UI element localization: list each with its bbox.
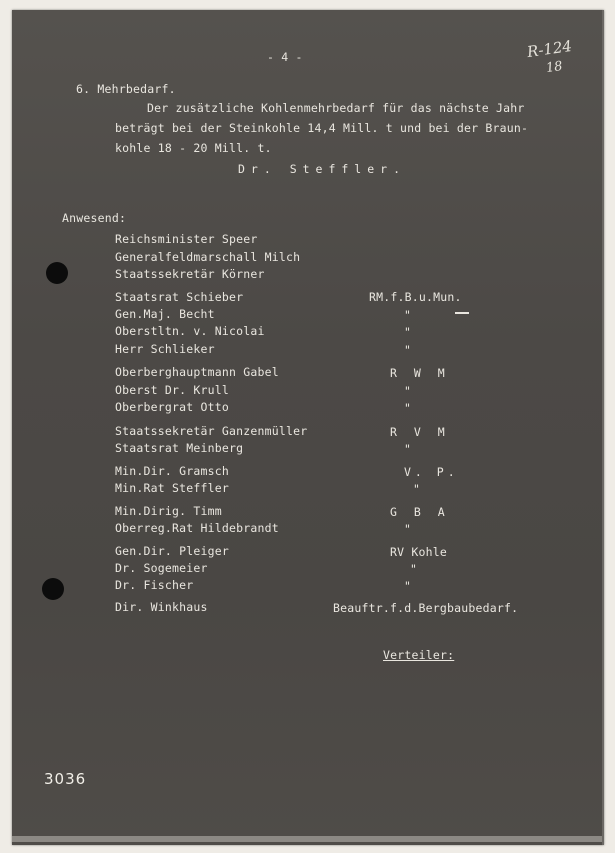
attendee-org: RM.f.B.u.Mun. [369,290,462,304]
distribution-label: Verteiler: [383,648,455,662]
attendee-name: Oberstltn. v. Nicolai [115,324,265,338]
attendee-name: Min.Rat Steffler [115,481,229,495]
attendee-name: Dr. Sogemeier [115,561,208,575]
section-line: beträgt bei der Steinkohle 14,4 Mill. t und bei der Braun- [115,121,529,135]
attendee-org: " [404,308,412,322]
attendee-org: " [404,579,412,593]
attendee-name: Dr. Fischer [115,578,194,592]
attendee-org: " [404,522,412,536]
punch-hole-icon [46,262,68,284]
attendee-name: Oberberghauptmann Gabel [115,365,279,379]
attendee-org: V. P. [404,465,459,479]
archive-stamp: 3036 [44,770,87,788]
section-line: kohle 18 - 20 Mill. t. [115,141,272,155]
attendance-label: Anwesend: [62,211,127,225]
attendee-name: Min.Dirig. Timm [115,504,222,518]
attendee-name: Oberst Dr. Krull [115,383,229,397]
attendee-name: Gen.Maj. Becht [115,307,215,321]
page-number: - 4 - [267,50,303,64]
document-page [12,10,604,845]
attendee-org: " [404,343,412,357]
page-edge [12,836,602,842]
attendee-name: Staatssekretär Ganzenmüller [115,424,308,438]
signature: Dr. Steffler. [238,162,407,176]
attendee-org: " [413,482,421,496]
section-line: Der zusätzliche Kohlenmehrbedarf für das nächste Jahr [147,101,525,115]
section-heading: 6. Mehrbedarf. [76,82,176,96]
attendee-name: Oberbergrat Otto [115,400,229,414]
attendee-org: RV Kohle [390,545,447,559]
attendee-org: R W M [390,366,450,380]
attendee-org: " [404,401,412,415]
attendee-name: Generalfeldmarschall Milch [115,250,301,264]
attendee-name: Staatsrat Meinberg [115,441,244,455]
attendee-org: Beauftr.f.d.Bergbaubedarf. [333,601,519,615]
attendee-name: Min.Dir. Gramsch [115,464,229,478]
attendee-org: " [404,442,412,456]
attendee-name: Reichsminister Speer [115,232,258,246]
attendee-org: R V M [390,425,450,439]
attendee-org: " [410,562,418,576]
punch-hole-icon [42,578,64,600]
attendee-org: G B A [390,505,450,519]
attendee-org: " [404,325,412,339]
handwritten-page: 18 [545,58,564,77]
margin-mark [455,312,469,314]
attendee-name: Staatsrat Schieber [115,290,244,304]
attendee-org: " [404,384,412,398]
attendee-name: Dir. Winkhaus [115,600,208,614]
attendee-name: Oberreg.Rat Hildebrandt [115,521,279,535]
attendee-name: Staatssekretär Körner [115,267,265,281]
attendee-name: Gen.Dir. Pleiger [115,544,229,558]
handwritten-reference: R-124 [525,36,574,62]
attendee-name: Herr Schlieker [115,342,215,356]
